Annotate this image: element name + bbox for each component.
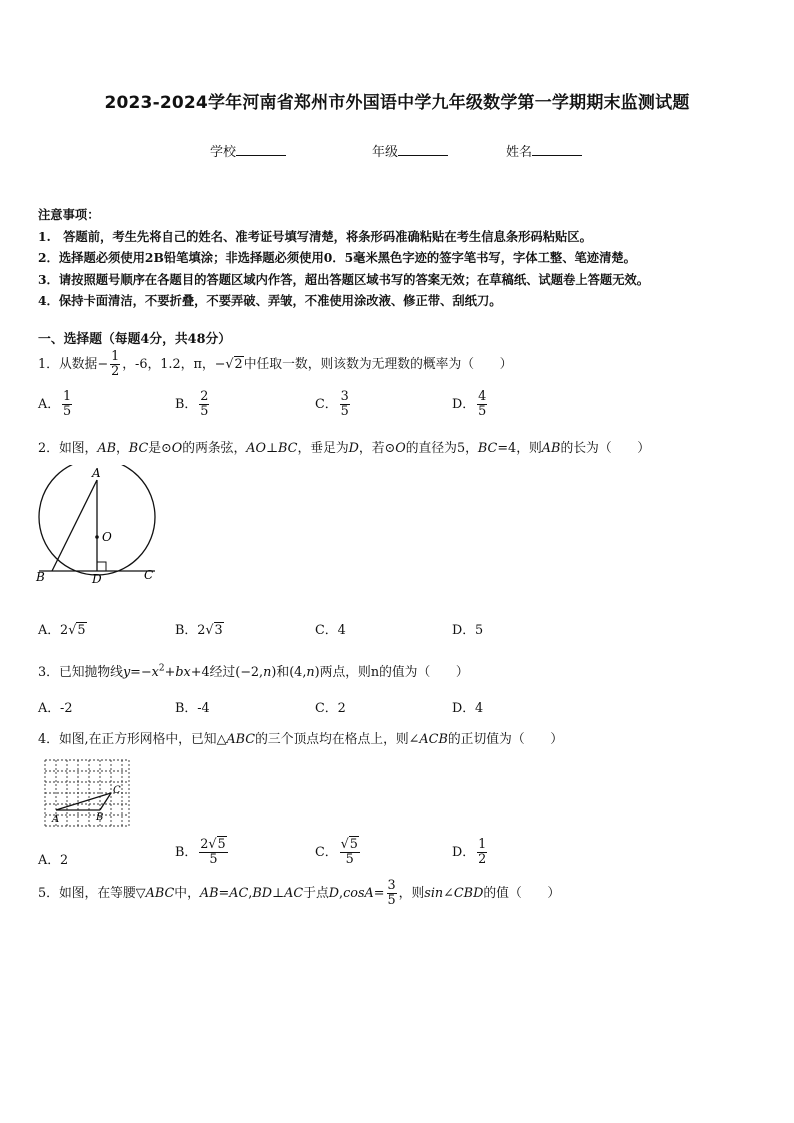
segment-ac xyxy=(56,793,111,810)
question-3: 3．已知抛物线$y=-x^2+bx+4$经过(−2,n)和(4,n)两点，则n的值为（ ） xyxy=(38,663,469,680)
q1-prefix: 1．从数据 xyxy=(38,357,98,373)
question-2: 2．如图，AB，BC是⊙O的两条弦，AO⊥BC，垂足为D，若⊙O的直径为5，BC=4，则AB的长为（ ） xyxy=(38,441,651,456)
label-a: A xyxy=(92,466,101,480)
name-label: 姓名 xyxy=(506,145,533,160)
right-angle-mark xyxy=(97,562,106,571)
label-a: A xyxy=(52,814,60,825)
label-b: B xyxy=(96,812,104,823)
q1-text: 中任取一数，则该数为无理数的概率为（ ） xyxy=(243,357,513,373)
q4-option-d[interactable]: D． $\frac{1}{2}$ xyxy=(452,837,487,868)
grade-label: 年级 xyxy=(372,145,399,160)
notes-item: 4．保持卡面清洁，不要折叠，不要弄破、弄皱，不准使用涂改液、修正带、刮纸刀。 xyxy=(38,293,502,308)
q4-grid-figure xyxy=(43,758,133,830)
page-title: 2023-2024学年河南省郑州市外国语中学九年级数学第一学期期末监测试题 xyxy=(104,93,690,113)
label-b: B xyxy=(36,570,45,584)
q3-option-a[interactable]: A．-2 xyxy=(38,701,73,716)
q4-option-a[interactable]: A．2 xyxy=(38,853,69,868)
q2-option-d[interactable]: D．5 xyxy=(452,623,484,638)
center-point xyxy=(95,535,99,539)
name-blank[interactable] xyxy=(532,143,582,156)
notes-item: 2．选择题必须使用2B铅笔填涂；非选择题必须使用0．5毫米黑色字迹的签字笔书写，字体工整、笔迹清楚。 xyxy=(38,250,636,265)
q2-option-b[interactable]: B．2√3 xyxy=(175,623,223,638)
question-1 xyxy=(38,350,512,379)
q2-option-c[interactable]: C．4 xyxy=(315,623,346,638)
label-c: C xyxy=(144,568,154,582)
chord-ab xyxy=(52,480,97,571)
q1-neg: − xyxy=(97,357,109,373)
q2-option-a[interactable]: A．2√5 xyxy=(38,623,86,638)
q1-option-d[interactable]: D． $\frac{4}{5}$ xyxy=(452,389,487,420)
q4-option-b[interactable]: B． $\frac{2√5}{5}$ xyxy=(175,837,226,868)
grade-blank[interactable] xyxy=(398,143,448,156)
label-d: D xyxy=(92,572,102,586)
notes-heading: 注意事项： xyxy=(38,207,100,222)
q3-option-b[interactable]: B．-4 xyxy=(175,701,210,716)
school-label: 学校 xyxy=(210,145,237,160)
q1-option-c[interactable]: C． $\frac{3}{5}$ xyxy=(315,389,349,420)
q1-fraction: $\frac{1}{2}$ xyxy=(111,349,120,380)
q3-option-d[interactable]: D．4 xyxy=(452,701,484,716)
q4-option-c[interactable]: C． $\frac{√5}{5}$ xyxy=(315,837,358,868)
name-field xyxy=(506,141,582,160)
label-c: C xyxy=(113,785,121,796)
notes-item: 1. 答题前，考生先将自己的姓名、准考证号填写清楚，将条形码准确粘贴在考生信息条形码粘贴区。 xyxy=(38,228,592,244)
question-4: 4．如图,在正方形网格中，已知△ABC的三个顶点均在格点上，则∠ACB的正切值为（ ） xyxy=(38,732,564,747)
q5-fraction: $\frac{3}{5}$ xyxy=(387,878,396,909)
notes-block xyxy=(38,204,649,312)
q2-circle-figure xyxy=(30,465,165,590)
school-blank[interactable] xyxy=(236,143,286,156)
q1-option-b[interactable]: B． $\frac{2}{5}$ xyxy=(175,389,209,420)
grade-field xyxy=(372,141,448,160)
q1-neg-root: −√2 xyxy=(214,357,243,373)
q1-numbers: ，-6，1.2，π， xyxy=(122,357,215,373)
q3-option-c[interactable]: C．2 xyxy=(315,701,346,716)
q1-option-a[interactable]: A． $\frac{1}{5}$ xyxy=(38,389,72,420)
school-field xyxy=(210,141,286,160)
section-heading: 一、选择题（每题4分，共48分） xyxy=(38,332,232,347)
question-5: 5．如图，在等腰▽ABC中，AB=AC,BD⊥AC于点D,cosA= $\frac{3}{5}$ ，则sin∠CBD的值（ ） xyxy=(38,878,561,909)
notes-item: 3．请按照题号顺序在各题目的答题区域内作答，超出答题区域书写的答案无效；在草稿纸、试题卷上答题无效。 xyxy=(38,271,650,287)
label-o: O xyxy=(102,530,112,544)
